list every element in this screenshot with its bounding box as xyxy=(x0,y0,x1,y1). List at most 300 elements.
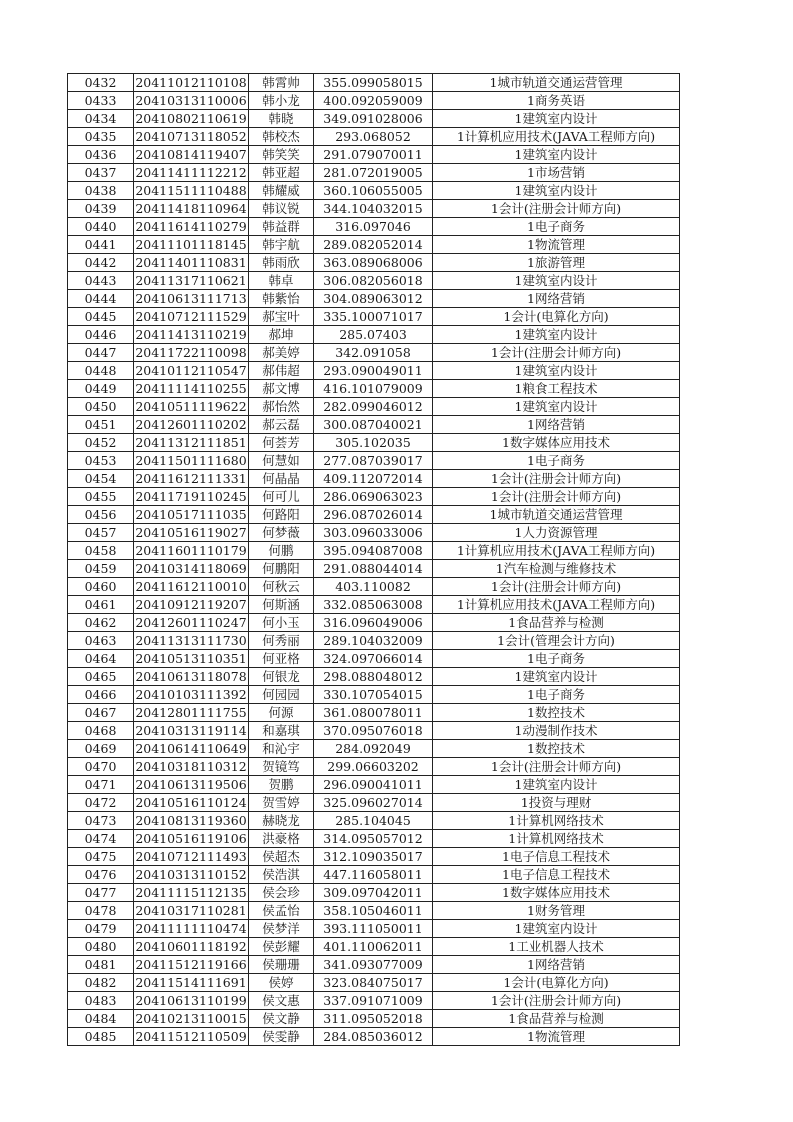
exam-id-cell: 20410517111035 xyxy=(135,507,247,522)
name-cell: 韩晓 xyxy=(249,110,314,128)
score-cell: 409.112072014 xyxy=(314,470,433,488)
exam-id-cell: 20410813119360 xyxy=(135,813,247,828)
name-cell: 侯梦洋 xyxy=(249,920,314,938)
exam-id-cell: 20411511110488 xyxy=(135,183,247,198)
major-cell: 1计算机应用技术(JAVA工程师方向) xyxy=(433,596,680,614)
name-cell: 韩卓 xyxy=(249,272,314,290)
seq-cell: 0472 xyxy=(68,794,134,812)
table-row xyxy=(68,740,680,758)
exam-id-cell: 20412801111755 xyxy=(135,705,247,720)
name-cell: 韩笑笑 xyxy=(249,146,314,164)
table-row xyxy=(68,380,680,398)
table-row xyxy=(68,254,680,272)
name-cell: 郝宝叶 xyxy=(249,308,314,326)
name-cell: 贺雪婷 xyxy=(249,794,314,812)
exam-id-cell: 20410313119114 xyxy=(135,723,247,738)
seq-cell: 0456 xyxy=(68,506,134,524)
seq-cell: 0437 xyxy=(68,164,134,182)
exam-id-cell: 20411719110245 xyxy=(135,489,247,504)
table-row xyxy=(68,884,680,902)
major-cell: 1商务英语 xyxy=(433,92,680,110)
major-cell: 1计算机网络技术 xyxy=(433,812,680,830)
exam-id-cell: 20411114110255 xyxy=(135,381,247,396)
seq-cell: 0451 xyxy=(68,416,134,434)
table-row xyxy=(68,956,680,974)
major-cell: 1食品营养与检测 xyxy=(433,1010,680,1028)
seq-cell: 0433 xyxy=(68,92,134,110)
major-cell: 1数控技术 xyxy=(433,740,680,758)
name-cell: 和嘉琪 xyxy=(249,722,314,740)
seq-cell: 0479 xyxy=(68,920,134,938)
exam-id-cell: 20410712111529 xyxy=(135,309,247,324)
major-cell: 1财务管理 xyxy=(433,902,680,920)
major-cell: 1建筑室内设计 xyxy=(433,182,680,200)
name-cell: 何慧如 xyxy=(249,452,314,470)
score-cell: 395.094087008 xyxy=(314,542,433,560)
score-cell: 296.087026014 xyxy=(314,506,433,524)
seq-cell: 0455 xyxy=(68,488,134,506)
score-cell: 360.106055005 xyxy=(314,182,433,200)
table-row xyxy=(68,596,680,614)
score-cell: 401.110062011 xyxy=(314,938,433,956)
name-cell: 侯文静 xyxy=(249,1010,314,1028)
name-cell: 郝坤 xyxy=(249,326,314,344)
name-cell: 韩宇航 xyxy=(249,236,314,254)
score-cell: 323.084075017 xyxy=(314,974,433,992)
score-cell: 358.105046011 xyxy=(314,902,433,920)
score-cell: 298.088048012 xyxy=(314,668,433,686)
major-cell: 1会计(注册会计师方向) xyxy=(433,578,680,596)
score-cell: 284.085036012 xyxy=(314,1028,433,1046)
exam-id-cell: 20412601110247 xyxy=(135,615,247,630)
table-body xyxy=(68,74,680,1046)
table-row xyxy=(68,362,680,380)
major-cell: 1建筑室内设计 xyxy=(433,398,680,416)
seq-cell: 0466 xyxy=(68,686,134,704)
name-cell: 韩紫怡 xyxy=(249,290,314,308)
score-cell: 286.069063023 xyxy=(314,488,433,506)
table-row xyxy=(68,524,680,542)
name-cell: 何荟芳 xyxy=(249,434,314,452)
exam-id-cell: 20411012110108 xyxy=(135,75,247,90)
seq-cell: 0438 xyxy=(68,182,134,200)
table-row xyxy=(68,542,680,560)
score-cell: 447.116058011 xyxy=(314,866,433,884)
exam-id-cell: 20410513110351 xyxy=(135,651,247,666)
score-cell: 304.089063012 xyxy=(314,290,433,308)
score-cell: 309.097042011 xyxy=(314,884,433,902)
seq-cell: 0453 xyxy=(68,452,134,470)
seq-cell: 0469 xyxy=(68,740,134,758)
exam-id-cell: 20410511119622 xyxy=(135,399,247,414)
exam-id-cell: 20410313110152 xyxy=(135,867,247,882)
seq-cell: 0461 xyxy=(68,596,134,614)
exam-id-cell: 20410912119207 xyxy=(135,597,247,612)
table-row xyxy=(68,686,680,704)
score-cell: 281.072019005 xyxy=(314,164,433,182)
seq-cell: 0460 xyxy=(68,578,134,596)
score-cell: 344.104032015 xyxy=(314,200,433,218)
seq-cell: 0436 xyxy=(68,146,134,164)
exam-id-cell: 20410317110281 xyxy=(135,903,247,918)
seq-cell: 0452 xyxy=(68,434,134,452)
exam-id-cell: 20410712111493 xyxy=(135,849,247,864)
score-cell: 335.100071017 xyxy=(314,308,433,326)
seq-cell: 0478 xyxy=(68,902,134,920)
exam-id-cell: 20411418110964 xyxy=(135,201,247,216)
seq-cell: 0482 xyxy=(68,974,134,992)
table-row xyxy=(68,218,680,236)
major-cell: 1建筑室内设计 xyxy=(433,668,680,686)
name-cell: 郝云磊 xyxy=(249,416,314,434)
exam-id-cell: 20410516110124 xyxy=(135,795,247,810)
name-cell: 韩小龙 xyxy=(249,92,314,110)
table-row xyxy=(68,722,680,740)
major-cell: 1会计(注册会计师方向) xyxy=(433,992,680,1010)
name-cell: 韩亚超 xyxy=(249,164,314,182)
score-cell: 341.093077009 xyxy=(314,956,433,974)
table-row xyxy=(68,974,680,992)
name-cell: 韩校杰 xyxy=(249,128,314,146)
name-cell: 韩霄帅 xyxy=(249,74,314,92)
major-cell: 1城市轨道交通运营管理 xyxy=(433,506,680,524)
table-row xyxy=(68,794,680,812)
score-cell: 314.095057012 xyxy=(314,830,433,848)
major-cell: 1建筑室内设计 xyxy=(433,920,680,938)
score-cell: 300.087040021 xyxy=(314,416,433,434)
seq-cell: 0480 xyxy=(68,938,134,956)
table-row xyxy=(68,74,680,92)
table-row xyxy=(68,848,680,866)
score-cell: 296.090041011 xyxy=(314,776,433,794)
exam-id-cell: 20410613119506 xyxy=(135,777,247,792)
score-cell: 355.099058015 xyxy=(314,74,433,92)
table-row xyxy=(68,470,680,488)
exam-id-cell: 20410213110015 xyxy=(135,1011,247,1026)
seq-cell: 0473 xyxy=(68,812,134,830)
name-cell: 何秋云 xyxy=(249,578,314,596)
major-cell: 1物流管理 xyxy=(433,236,680,254)
table-row xyxy=(68,668,680,686)
name-cell: 韩议锐 xyxy=(249,200,314,218)
table-row xyxy=(68,92,680,110)
table-row xyxy=(68,506,680,524)
score-cell: 324.097066014 xyxy=(314,650,433,668)
score-cell: 416.101079009 xyxy=(314,380,433,398)
name-cell: 何可儿 xyxy=(249,488,314,506)
major-cell: 1电子商务 xyxy=(433,452,680,470)
exam-id-cell: 20411601110179 xyxy=(135,543,247,558)
exam-id-cell: 20410516119027 xyxy=(135,525,247,540)
seq-cell: 0471 xyxy=(68,776,134,794)
table-row xyxy=(68,164,680,182)
score-cell: 316.097046 xyxy=(314,218,433,236)
exam-id-cell: 20412601110202 xyxy=(135,417,247,432)
seq-cell: 0467 xyxy=(68,704,134,722)
score-cell: 311.095052018 xyxy=(314,1010,433,1028)
table-row xyxy=(68,308,680,326)
table-row xyxy=(68,236,680,254)
exam-id-cell: 20410314118069 xyxy=(135,561,247,576)
name-cell: 郝怡然 xyxy=(249,398,314,416)
score-cell: 277.087039017 xyxy=(314,452,433,470)
major-cell: 1动漫制作技术 xyxy=(433,722,680,740)
major-cell: 1旅游管理 xyxy=(433,254,680,272)
score-cell: 325.096027014 xyxy=(314,794,433,812)
seq-cell: 0484 xyxy=(68,1010,134,1028)
name-cell: 何鹏阳 xyxy=(249,560,314,578)
score-cell: 400.092059009 xyxy=(314,92,433,110)
seq-cell: 0481 xyxy=(68,956,134,974)
exam-id-cell: 20411101118145 xyxy=(135,237,247,252)
table-row xyxy=(68,272,680,290)
score-cell: 293.068052 xyxy=(314,128,433,146)
name-cell: 郝文博 xyxy=(249,380,314,398)
major-cell: 1食品营养与检测 xyxy=(433,614,680,632)
table-row xyxy=(68,416,680,434)
name-cell: 韩雨欣 xyxy=(249,254,314,272)
score-cell: 305.102035 xyxy=(314,434,433,452)
score-cell: 332.085063008 xyxy=(314,596,433,614)
major-cell: 1人力资源管理 xyxy=(433,524,680,542)
major-cell: 1投资与理财 xyxy=(433,794,680,812)
name-cell: 何梦薇 xyxy=(249,524,314,542)
score-cell: 349.091028006 xyxy=(314,110,433,128)
name-cell: 侯会珍 xyxy=(249,884,314,902)
name-cell: 何亚格 xyxy=(249,650,314,668)
major-cell: 1电子商务 xyxy=(433,218,680,236)
table-row xyxy=(68,902,680,920)
seq-cell: 0440 xyxy=(68,218,134,236)
name-cell: 侯珊珊 xyxy=(249,956,314,974)
seq-cell: 0449 xyxy=(68,380,134,398)
table-row xyxy=(68,452,680,470)
table-row xyxy=(68,128,680,146)
major-cell: 1计算机应用技术(JAVA工程师方向) xyxy=(433,128,680,146)
name-cell: 赫晓龙 xyxy=(249,812,314,830)
table-row xyxy=(68,344,680,362)
exam-id-cell: 20411512110509 xyxy=(135,1029,247,1044)
major-cell: 1数控技术 xyxy=(433,704,680,722)
name-cell: 何鹏 xyxy=(249,542,314,560)
exam-id-cell: 20411722110098 xyxy=(135,345,247,360)
major-cell: 1物流管理 xyxy=(433,1028,680,1046)
exam-id-cell: 20411612110010 xyxy=(135,579,247,594)
name-cell: 侯浩淇 xyxy=(249,866,314,884)
table-row xyxy=(68,776,680,794)
major-cell: 1网络营销 xyxy=(433,290,680,308)
exam-id-cell: 20410112110547 xyxy=(135,363,247,378)
major-cell: 1建筑室内设计 xyxy=(433,776,680,794)
seq-cell: 0464 xyxy=(68,650,134,668)
major-cell: 1工业机器人技术 xyxy=(433,938,680,956)
score-cell: 299.06603202 xyxy=(314,758,433,776)
major-cell: 1网络营销 xyxy=(433,416,680,434)
seq-cell: 0465 xyxy=(68,668,134,686)
exam-id-cell: 20411313111730 xyxy=(135,633,247,648)
table-row xyxy=(68,632,680,650)
major-cell: 1计算机网络技术 xyxy=(433,830,680,848)
score-cell: 291.079070011 xyxy=(314,146,433,164)
table-row xyxy=(68,578,680,596)
table-row xyxy=(68,182,680,200)
exam-id-cell: 20411401110831 xyxy=(135,255,247,270)
seq-cell: 0474 xyxy=(68,830,134,848)
seq-cell: 0485 xyxy=(68,1028,134,1046)
major-cell: 1电子信息工程技术 xyxy=(433,848,680,866)
exam-id-cell: 20410802110619 xyxy=(135,111,247,126)
major-cell: 1汽车检测与维修技术 xyxy=(433,560,680,578)
score-cell: 361.080078011 xyxy=(314,704,433,722)
name-cell: 侯超杰 xyxy=(249,848,314,866)
seq-cell: 0446 xyxy=(68,326,134,344)
score-cell: 293.090049011 xyxy=(314,362,433,380)
name-cell: 何银龙 xyxy=(249,668,314,686)
seq-cell: 0445 xyxy=(68,308,134,326)
seq-cell: 0459 xyxy=(68,560,134,578)
name-cell: 侯雯静 xyxy=(249,1028,314,1046)
name-cell: 侯孟怡 xyxy=(249,902,314,920)
major-cell: 1电子商务 xyxy=(433,650,680,668)
exam-id-cell: 20410601118192 xyxy=(135,939,247,954)
score-cell: 337.091071009 xyxy=(314,992,433,1010)
score-cell: 330.107054015 xyxy=(314,686,433,704)
seq-cell: 0470 xyxy=(68,758,134,776)
major-cell: 1会计(注册会计师方向) xyxy=(433,488,680,506)
major-cell: 1电子商务 xyxy=(433,686,680,704)
major-cell: 1建筑室内设计 xyxy=(433,272,680,290)
exam-id-cell: 20410318110312 xyxy=(135,759,247,774)
table-row xyxy=(68,326,680,344)
major-cell: 1会计(注册会计师方向) xyxy=(433,344,680,362)
table-row xyxy=(68,992,680,1010)
major-cell: 1电子信息工程技术 xyxy=(433,866,680,884)
table-row xyxy=(68,1010,680,1028)
exam-id-cell: 20410713118052 xyxy=(135,129,247,144)
name-cell: 韩耀威 xyxy=(249,182,314,200)
seq-cell: 0477 xyxy=(68,884,134,902)
name-cell: 何园园 xyxy=(249,686,314,704)
table-row xyxy=(68,560,680,578)
exam-id-cell: 20410103111392 xyxy=(135,687,247,702)
exam-id-cell: 20411614110279 xyxy=(135,219,247,234)
seq-cell: 0442 xyxy=(68,254,134,272)
table-row xyxy=(68,290,680,308)
seq-cell: 0443 xyxy=(68,272,134,290)
major-cell: 1数字媒体应用技术 xyxy=(433,884,680,902)
table-row xyxy=(68,200,680,218)
exam-id-cell: 20410614110649 xyxy=(135,741,247,756)
score-cell: 285.104045 xyxy=(314,812,433,830)
table-row xyxy=(68,110,680,128)
name-cell: 何秀丽 xyxy=(249,632,314,650)
table-row xyxy=(68,146,680,164)
score-cell: 403.110082 xyxy=(314,578,433,596)
seq-cell: 0444 xyxy=(68,290,134,308)
seq-cell: 0458 xyxy=(68,542,134,560)
table-row xyxy=(68,758,680,776)
name-cell: 何小玉 xyxy=(249,614,314,632)
seq-cell: 0447 xyxy=(68,344,134,362)
exam-id-cell: 20411514111691 xyxy=(135,975,247,990)
exam-id-cell: 20411312111851 xyxy=(135,435,247,450)
table-row xyxy=(68,434,680,452)
exam-id-cell: 20410516119106 xyxy=(135,831,247,846)
name-cell: 何斯涵 xyxy=(249,596,314,614)
seq-cell: 0483 xyxy=(68,992,134,1010)
score-cell: 289.082052014 xyxy=(314,236,433,254)
seq-cell: 0448 xyxy=(68,362,134,380)
seq-cell: 0468 xyxy=(68,722,134,740)
major-cell: 1城市轨道交通运营管理 xyxy=(433,74,680,92)
major-cell: 1建筑室内设计 xyxy=(433,146,680,164)
exam-id-cell: 20410613111713 xyxy=(135,291,247,306)
major-cell: 1建筑室内设计 xyxy=(433,110,680,128)
table-row xyxy=(68,920,680,938)
major-cell: 1会计(电算化方向) xyxy=(433,308,680,326)
score-cell: 289.104032009 xyxy=(314,632,433,650)
major-cell: 1计算机应用技术(JAVA工程师方向) xyxy=(433,542,680,560)
table-row xyxy=(68,650,680,668)
name-cell: 侯文惠 xyxy=(249,992,314,1010)
name-cell: 何路阳 xyxy=(249,506,314,524)
major-cell: 1粮食工程技术 xyxy=(433,380,680,398)
score-cell: 303.096033006 xyxy=(314,524,433,542)
name-cell: 侯彭耀 xyxy=(249,938,314,956)
seq-cell: 0435 xyxy=(68,128,134,146)
table-row xyxy=(68,1028,680,1046)
seq-cell: 0463 xyxy=(68,632,134,650)
table-row xyxy=(68,938,680,956)
seq-cell: 0475 xyxy=(68,848,134,866)
table-row xyxy=(68,614,680,632)
seq-cell: 0476 xyxy=(68,866,134,884)
score-cell: 291.088044014 xyxy=(314,560,433,578)
table-row xyxy=(68,704,680,722)
major-cell: 1会计(注册会计师方向) xyxy=(433,200,680,218)
major-cell: 1会计(电算化方向) xyxy=(433,974,680,992)
score-cell: 363.089068006 xyxy=(314,254,433,272)
exam-id-cell: 20410613118078 xyxy=(135,669,247,684)
name-cell: 何源 xyxy=(249,704,314,722)
score-cell: 393.111050011 xyxy=(314,920,433,938)
table-row xyxy=(68,866,680,884)
score-cell: 342.091058 xyxy=(314,344,433,362)
name-cell: 侯婷 xyxy=(249,974,314,992)
name-cell: 贺镜笃 xyxy=(249,758,314,776)
admission-table xyxy=(67,73,680,1046)
major-cell: 1网络营销 xyxy=(433,956,680,974)
seq-cell: 0450 xyxy=(68,398,134,416)
exam-id-cell: 20411413110219 xyxy=(135,327,247,342)
score-cell: 282.099046012 xyxy=(314,398,433,416)
exam-id-cell: 20411512119166 xyxy=(135,957,247,972)
seq-cell: 0462 xyxy=(68,614,134,632)
seq-cell: 0432 xyxy=(68,74,134,92)
seq-cell: 0441 xyxy=(68,236,134,254)
score-cell: 285.07403 xyxy=(314,326,433,344)
exam-id-cell: 20411317110621 xyxy=(135,273,247,288)
score-cell: 316.096049006 xyxy=(314,614,433,632)
exam-id-cell: 20411501111680 xyxy=(135,453,247,468)
score-cell: 306.082056018 xyxy=(314,272,433,290)
name-cell: 郝美婷 xyxy=(249,344,314,362)
exam-id-cell: 20411612111331 xyxy=(135,471,247,486)
table-row xyxy=(68,812,680,830)
name-cell: 贺鹏 xyxy=(249,776,314,794)
seq-cell: 0439 xyxy=(68,200,134,218)
exam-id-cell: 20410814119407 xyxy=(135,147,247,162)
